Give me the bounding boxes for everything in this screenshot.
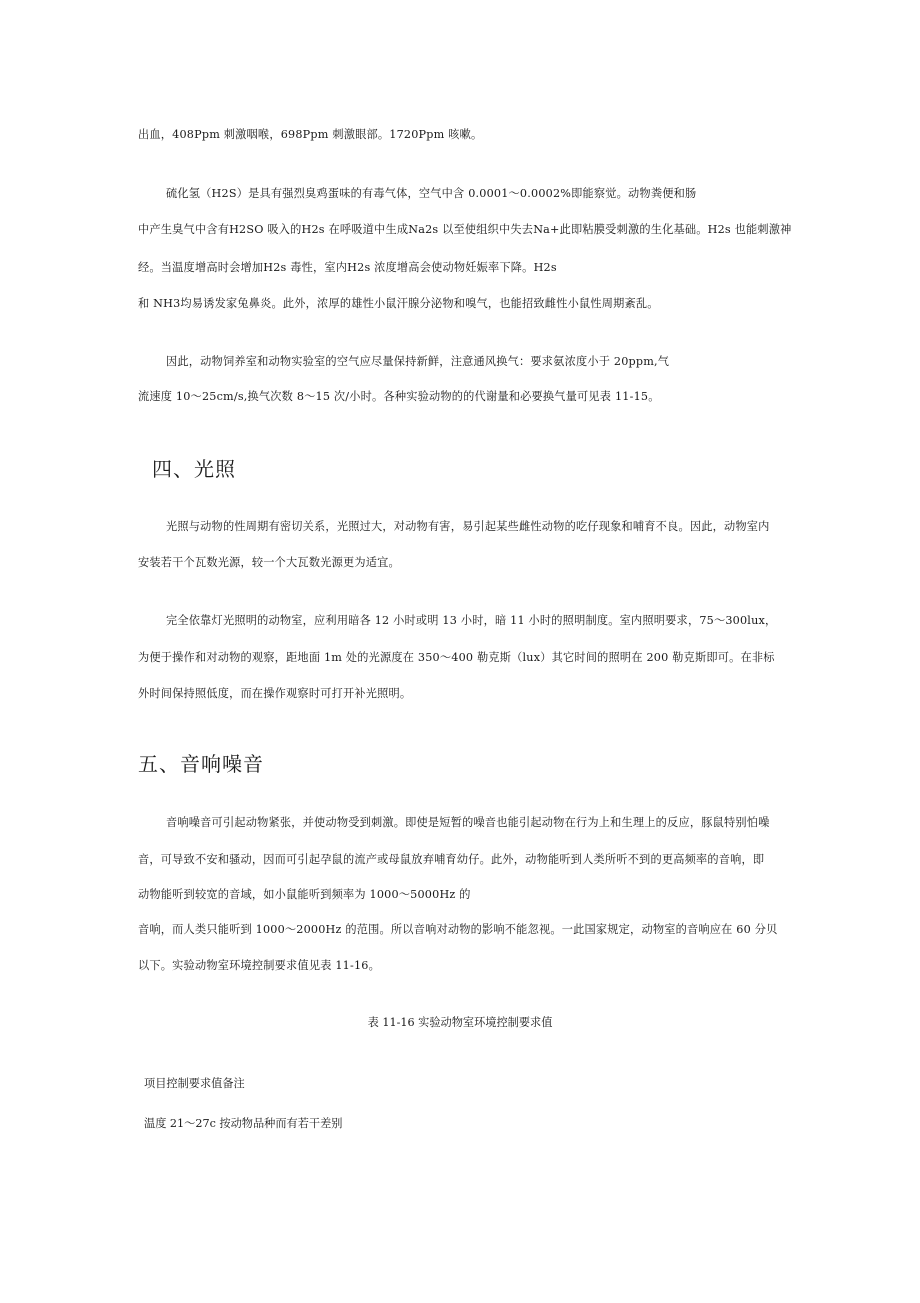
table-header-row: 项目控制要求值备注 — [144, 1077, 245, 1090]
paragraph-line: 流速度 10～25cm/s,换气次数 8～15 次/小时。各种实验动物的的代谢量和必要换气量可见表 11-15。 — [138, 390, 660, 403]
section-heading: 五、音响噪音 — [138, 752, 264, 776]
paragraph-line: 音响，而人类只能听到 1000～2000Hz 的范围。所以音响对动物的影响不能忽视。一此国家规定，动物室的音响应在 60 分贝 — [138, 923, 778, 936]
paragraph-line: 音响噪音可引起动物紧张，并使动物受到刺激。即使是短暂的噪音也能引起动物在行为上和生理上的反应，豚鼠特别怕噪 — [166, 816, 770, 829]
paragraph-line: 中产生臭气中含有H2SO 吸入的H2s 在呼吸道中生成Na2s 以至使组织中失去Na+此即粘膜受刺激的生化基础。H2s 也能刺激神 — [138, 223, 792, 236]
paragraph-line: 因此，动物饲养室和动物实验室的空气应尽量保持新鲜，注意通风换气：要求氨浓度小于 20ppm,气 — [166, 355, 670, 368]
paragraph-line: 出血，408Ppm 刺激咽喉，698Ppm 刺激眼部。1720Ppm 咳嗽。 — [138, 128, 483, 141]
paragraph-line: 外时间保持照低度，而在操作观察时可打开补光照明。 — [138, 687, 412, 700]
paragraph-line: 动物能听到较宽的音域，如小鼠能听到频率为 1000～5000Hz 的 — [138, 888, 471, 901]
table-caption: 表 11-16 实验动物室环境控制要求值 — [367, 1016, 553, 1029]
paragraph-line: 硫化氢（H2S）是具有强烈臭鸡蛋味的有毒气体，空气中含 0.0001～0.0002%即能察觉。动物粪便和肠 — [166, 187, 697, 200]
paragraph-line: 为便于操作和对动物的观察，距地面 1m 处的光源度在 350～400 勒克斯（lux）其它时间的照明在 200 勒克斯即可。在非标 — [138, 651, 775, 664]
paragraph-line: 安装若干个瓦数光源，较一个大瓦数光源更为适宜。 — [138, 556, 400, 569]
paragraph-line: 光照与动物的性周期有密切关系，光照过大，对动物有害，易引起某些雌性动物的吃仔现象和哺育不良。因此，动物室内 — [166, 520, 770, 533]
paragraph-line: 以下。实验动物室环境控制要求值见表 11-16。 — [138, 959, 380, 972]
table-row: 温度 21～27c 按动物品种而有若干差别 — [144, 1117, 343, 1130]
paragraph-line: 经。当温度增高时会增加H2s 毒性，室内H2s 浓度增高会使动物妊娠率下降。H2s — [138, 261, 557, 274]
paragraph-line: 和 NH3均易诱发家兔鼻炎。此外，浓厚的雄性小鼠汗腺分泌物和嗅气，也能招致雌性小鼠性周期紊乱。 — [138, 297, 659, 310]
section-heading: 四、光照 — [152, 457, 236, 481]
paragraph-line: 完全依靠灯光照明的动物室，应利用暗各 12 小时或明 13 小时，暗 11 小时的照明制度。室内照明要求，75～300lux， — [166, 614, 777, 627]
paragraph-line: 音，可导致不安和骚动，因而可引起孕鼠的流产或母鼠放弃哺育幼仔。此外，动物能听到人类所听不到的更高频率的音响，即 — [138, 853, 765, 866]
